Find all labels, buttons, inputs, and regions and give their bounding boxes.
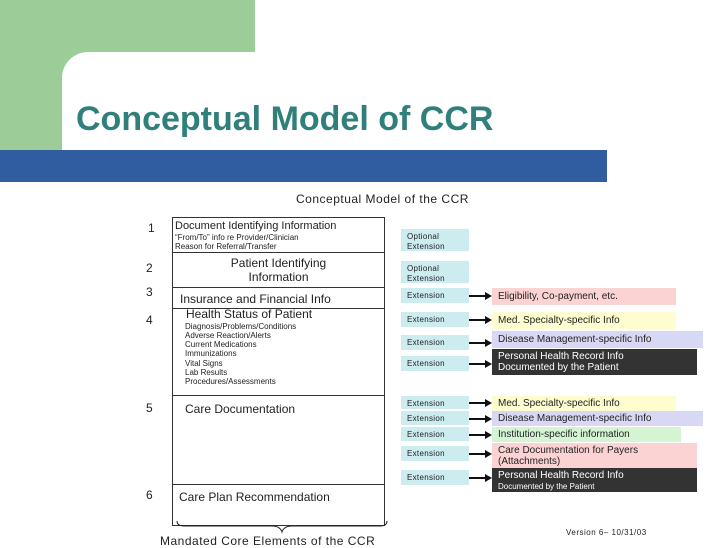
disease-management-info-1: Disease Management-specific Info bbox=[492, 331, 703, 348]
extension-health-2: Extension bbox=[401, 335, 469, 350]
health-status-title: Health Status of Patient bbox=[186, 307, 313, 321]
health-item: Immunizations bbox=[185, 349, 237, 358]
disease-management-info-2: Disease Management-specific Info bbox=[492, 411, 703, 426]
arrow-right-icon bbox=[469, 342, 486, 344]
health-item: Current Medications bbox=[185, 340, 257, 349]
extension-care-2: Extension bbox=[401, 411, 469, 425]
extension-insurance: Extension bbox=[401, 288, 469, 303]
arrow-right-icon bbox=[469, 319, 486, 321]
extension-care-1: Extension bbox=[401, 396, 469, 409]
optional-extension-1-line1: Optional bbox=[407, 232, 440, 241]
title-underline-bar bbox=[0, 150, 607, 182]
health-item: Adverse Reaction/Alerts bbox=[185, 331, 271, 340]
patient-identifying-line1: Patient Identifying bbox=[230, 256, 327, 270]
extension-health-3: Extension bbox=[401, 356, 469, 371]
document-identifying-line1: “From/To” info re Provider/Clinician bbox=[175, 233, 299, 242]
arrow-right-icon bbox=[469, 453, 486, 455]
row-number-2: 2 bbox=[146, 261, 153, 275]
optional-extension-1-line2: Extension bbox=[407, 242, 445, 251]
personal-health-record-2 bbox=[492, 468, 697, 492]
health-item: Procedures/Assessments bbox=[185, 377, 276, 386]
slide-title: Conceptual Model of CCR bbox=[76, 100, 494, 138]
care-documentation-payers-line1: Care Documentation for Payers bbox=[498, 445, 639, 456]
divider bbox=[172, 395, 385, 396]
curly-brace-icon bbox=[176, 520, 388, 534]
care-documentation: Care Documentation bbox=[185, 402, 296, 416]
document-identifying-line2: Reason for Referral/Transfer bbox=[175, 242, 277, 251]
decor-green-side bbox=[0, 0, 62, 150]
personal-health-record-2-line2: Documented by the Patient bbox=[498, 482, 595, 491]
institution-specific-info: Institution-specific information bbox=[492, 427, 681, 442]
row-number-5: 5 bbox=[146, 401, 153, 415]
personal-health-record-1 bbox=[492, 349, 697, 375]
arrow-right-icon bbox=[469, 295, 486, 297]
arrow-right-icon bbox=[469, 418, 486, 420]
document-identifying-title: Document Identifying Information bbox=[175, 220, 337, 232]
row-number-4: 4 bbox=[146, 313, 153, 327]
extension-care-5: Extension bbox=[401, 470, 469, 485]
eligibility-info: Eligibility, Co-payment, etc. bbox=[492, 288, 676, 305]
optional-extension-1 bbox=[401, 229, 469, 251]
med-specialty-info-1: Med. Specialty-specific Info bbox=[492, 312, 676, 329]
health-item: Lab Results bbox=[185, 368, 228, 377]
optional-extension-2-line1: Optional bbox=[407, 264, 440, 273]
divider bbox=[172, 252, 385, 253]
arrow-right-icon bbox=[469, 363, 486, 365]
health-item: Vital Signs bbox=[185, 359, 223, 368]
extension-health-1: Extension bbox=[401, 312, 469, 327]
personal-health-record-2-line1: Personal Health Record Info bbox=[498, 470, 624, 481]
optional-extension-2-line2: Extension bbox=[407, 274, 445, 283]
arrow-right-icon bbox=[469, 477, 486, 479]
row-number-3: 3 bbox=[146, 285, 153, 299]
care-documentation-payers bbox=[492, 443, 697, 468]
row-number-1: 1 bbox=[148, 221, 155, 235]
arrow-right-icon bbox=[469, 402, 486, 404]
row-number-6: 6 bbox=[146, 488, 153, 502]
diagram-title: Conceptual Model of the CCR bbox=[296, 192, 469, 206]
version-label: Version 6– 10/31/03 bbox=[566, 528, 647, 537]
personal-health-record-1-line1: Personal Health Record Info bbox=[498, 351, 624, 362]
extension-care-3: Extension bbox=[401, 427, 469, 441]
mandated-core-elements-label: Mandated Core Elements of the CCR bbox=[160, 534, 376, 548]
care-plan-recommendation: Care Plan Recommendation bbox=[179, 490, 330, 504]
arrow-right-icon bbox=[469, 434, 486, 436]
optional-extension-2 bbox=[401, 261, 469, 283]
patient-identifying-line2: Information bbox=[248, 270, 309, 284]
divider bbox=[172, 287, 385, 288]
extension-care-4: Extension bbox=[401, 446, 469, 461]
med-specialty-info-2: Med. Specialty-specific Info bbox=[492, 396, 676, 411]
insurance-financial-info: Insurance and Financial Info bbox=[180, 292, 331, 306]
personal-health-record-1-line2: Documented by the Patient bbox=[498, 362, 619, 373]
divider bbox=[172, 484, 385, 485]
care-documentation-payers-line2: (Attachments) bbox=[498, 456, 561, 467]
health-item: Diagnosis/Problems/Conditions bbox=[185, 322, 297, 331]
